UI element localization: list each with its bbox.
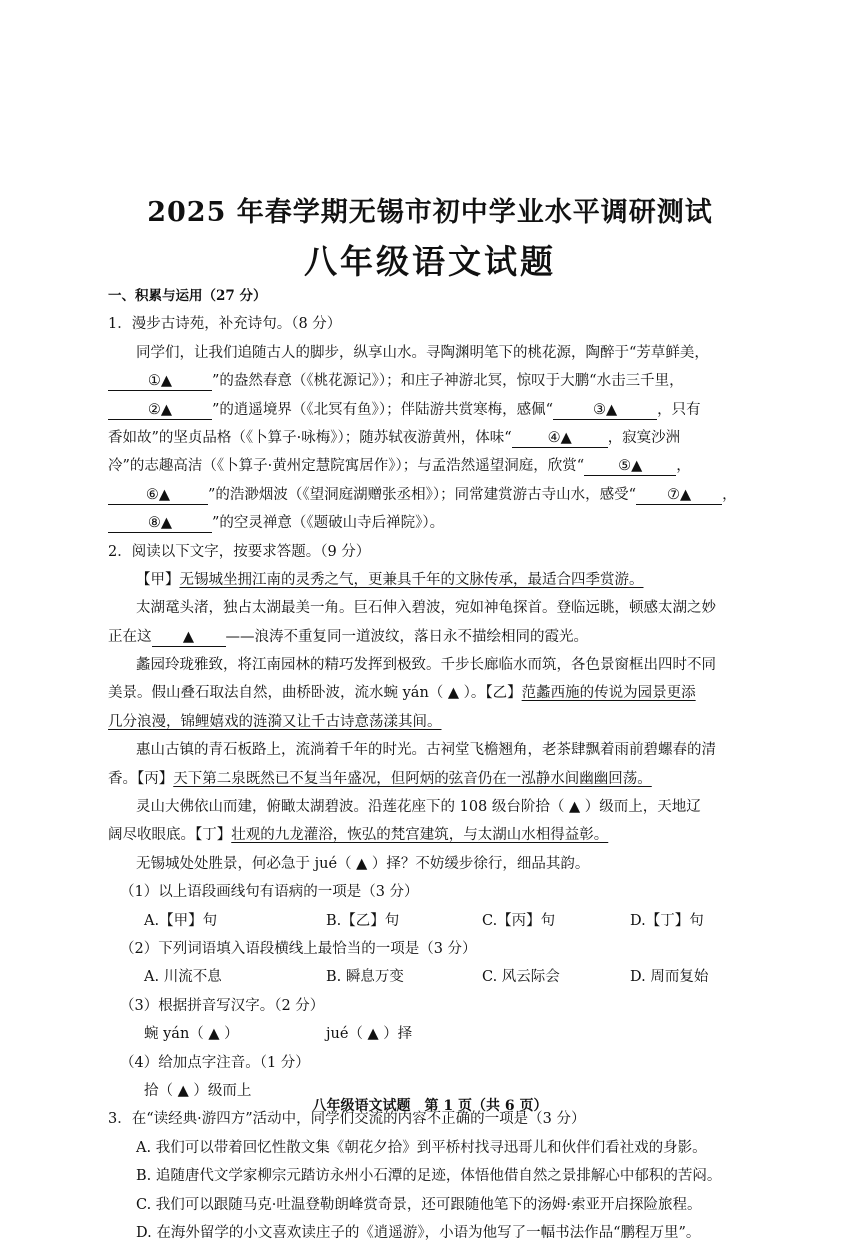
passage-para-6: 无锡城处处胜景，何必急于 jué（ ▲ ）择？不妨缓步徐行，细品其韵。 bbox=[136, 855, 590, 872]
option-d[interactable]: D. 周而复始 bbox=[630, 969, 709, 986]
sentence-tag-bing: 【丙】 bbox=[137, 770, 174, 787]
q1-line-3: ②▲ ”的逍遥境界（《北冥有鱼》）；伴陆游共赏寒梅，感佩“ ③▲ ，只有 bbox=[108, 396, 756, 424]
dotted-char: 拾 bbox=[535, 793, 550, 821]
passage-para-5: 灵山大佛依山而建，俯瞰太湖碧波。沿莲花座下的 108 级台阶拾（ ▲ ）级而上，天地辽 bbox=[108, 793, 756, 821]
q3-option-c[interactable]: C. 我们可以跟随马克·吐温登勒朗峰赏奇景，还可跟随他笔下的汤姆·索亚开启探险旅程。 bbox=[136, 1196, 702, 1213]
q1-line-2: ①▲ ”的盎然春意（《桃花源记》）；和庄子神游北冥，惊叹于大鹏“水击三千里， bbox=[108, 367, 756, 395]
option-d[interactable]: D.【丁】句 bbox=[630, 912, 704, 929]
q3-option-d[interactable]: D. 在海外留学的小文喜欢读庄子的《逍遥游》，小语为他写了一幅书法作品“鹏程万里”。 bbox=[136, 1224, 701, 1241]
q3-option-b[interactable]: B. 追随唐代文学家柳宗元踏访永州小石潭的足迹，体悟他借自然之景排解心中郁积的苦闷。 bbox=[136, 1168, 722, 1185]
pinyin-item-jue[interactable]: jué（ ▲ ）择 bbox=[326, 1026, 413, 1043]
dotted-char: 拾 bbox=[144, 1077, 159, 1105]
q1-line-7: ⑧▲ ”的空灵禅意（《题破山寺后禅院》）。 bbox=[108, 509, 756, 537]
answer-blank-4[interactable]: ④▲ bbox=[512, 429, 608, 448]
exam-subtitle: 八年级语文试题 bbox=[304, 242, 556, 281]
question-3-stem: 3．在“读经典·游四方”活动中，同学们交流的内容不正确的一项是（3 分） bbox=[108, 1111, 586, 1128]
underlined-sentence-yi: 范蠡西施的传说为园景更添 bbox=[521, 685, 696, 702]
subquestion-1-options bbox=[108, 907, 756, 935]
sentence-tag-yi: 【乙】 bbox=[485, 685, 522, 702]
q3-option-a[interactable]: A. 我们可以带着回忆性散文集《朝花夕拾》到平桥村找寻迅哥儿和伙伴们看社戏的身影。 bbox=[136, 1139, 707, 1156]
subquestion-3: （3）根据拼音写汉字。（2 分） bbox=[120, 997, 325, 1014]
question-1-stem: 1．漫步古诗苑，补充诗句。（8 分） bbox=[108, 316, 342, 333]
answer-blank-5[interactable]: ⑤▲ bbox=[584, 457, 676, 476]
passage-para-3: 蠡园玲珑雅致，将江南园林的精巧发挥到极致。千步长廊临水而筑，各色景窗框出四时不同 bbox=[136, 657, 716, 674]
section-heading: 一、积累与运用（27 分） bbox=[108, 288, 267, 304]
subquestion-2-options bbox=[108, 963, 756, 991]
answer-blank-2[interactable]: ②▲ bbox=[108, 401, 212, 420]
answer-blank-7[interactable]: ⑦▲ bbox=[636, 486, 722, 505]
subquestion-1: （1）以上语段画线句有语病的一项是（3 分） bbox=[120, 884, 419, 901]
underlined-sentence-bing: 天下第二泉既然已不复当年盛况，但阿炳的弦音仍在一泓静水间幽幽回荡。 bbox=[173, 770, 652, 787]
option-a[interactable]: A.【甲】句 bbox=[144, 912, 218, 929]
sentence-tag-jia: 【甲】 bbox=[136, 571, 180, 588]
q1-line-5: 冷”的志趣高洁（《卜算子·黄州定慧院寓居作》）；与孟浩然遥望洞庭，欣赏“ ⑤▲ ， bbox=[108, 458, 691, 475]
passage-para-1 bbox=[108, 566, 756, 594]
option-b[interactable]: B.【乙】句 bbox=[326, 912, 400, 929]
question-2-stem: 2．阅读以下文字，按要求答题。（9 分） bbox=[108, 543, 371, 560]
answer-blank-3[interactable]: ③▲ bbox=[553, 401, 657, 420]
passage-para-4: 惠山古镇的青石板路上，流淌着千年的时光。古祠堂飞檐翘角，老茶肆飘着雨前碧螺春的清 bbox=[136, 742, 716, 759]
answer-blank-8[interactable]: ⑧▲ bbox=[108, 514, 212, 533]
exam-title: 2025 年春学期无锡市初中学业水平调研测试 bbox=[147, 197, 713, 228]
q1-line-4: 香如故”的坚贞品格（《卜算子·咏梅》）；随苏轼夜游黄州，体味“ ④▲ ，寂寞沙洲 bbox=[108, 429, 681, 446]
subquestion-3-items bbox=[108, 1020, 756, 1048]
passage-para-2-cont: 正在这 ▲ ——浪涛不重复同一道波纹，落日永不描绘相同的霞光。 bbox=[108, 628, 588, 645]
pinyin-item-yan[interactable]: 蜿 yán（ ▲ ） bbox=[144, 1026, 239, 1043]
option-b[interactable]: B. 瞬息万变 bbox=[326, 969, 404, 986]
passage-para-3-cont: 美景。假山叠石取法自然，曲桥卧波，流水蜿 yán（ ▲ ）。【乙】范蠡西施的传说为园景更添 bbox=[108, 685, 696, 702]
q1-line-1: 同学们，让我们追随古人的脚步，纵享山水。寻陶渊明笔下的桃花源，陶醉于“芳草鲜美， bbox=[136, 344, 709, 361]
answer-blank-1[interactable]: ①▲ bbox=[108, 372, 212, 391]
page-footer: 八年级语文试题 第 1 页（共 6 页） bbox=[312, 1098, 548, 1114]
option-c[interactable]: C. 风云际会 bbox=[482, 969, 560, 986]
sentence-tag-ding: 【丁】 bbox=[195, 827, 232, 844]
subquestion-2: （2）下列词语填入语段横线上最恰当的一项是（3 分） bbox=[120, 940, 477, 957]
passage-para-4-cont: 香。【丙】天下第二泉既然已不复当年盛况，但阿炳的弦音仍在一泓静水间幽幽回荡。 bbox=[108, 770, 652, 787]
underlined-sentence-jia: 无锡城坐拥江南的灵秀之气，更兼具千年的文脉传承，最适合四季赏游。 bbox=[179, 571, 644, 588]
passage-para-5-cont: 阔尽收眼底。【丁】壮观的九龙灌浴，恢弘的梵宫建筑，与太湖山水相得益彰。 bbox=[108, 827, 609, 844]
answer-blank-6[interactable]: ⑥▲ bbox=[108, 486, 208, 505]
subquestion-4: （4）给加点字注音。（1 分） bbox=[120, 1054, 310, 1071]
option-c[interactable]: C.【丙】句 bbox=[482, 912, 556, 929]
passage-blank[interactable]: ▲ bbox=[152, 628, 226, 647]
pronunciation-item[interactable]: 拾（ ▲ ）级而上 bbox=[144, 1077, 251, 1105]
option-a[interactable]: A. 川流不息 bbox=[144, 969, 222, 986]
passage-para-2: 太湖鼋头渚，独占太湖最美一角。巨石伸入碧波，宛如神龟探首。登临远眺，顿感太湖之妙 bbox=[136, 600, 716, 617]
passage-para-3-end: 几分浪漫，锦鲤嬉戏的涟漪又让千古诗意荡漾其间。 bbox=[108, 713, 442, 730]
underlined-sentence-ding: 壮观的九龙灌浴，恢弘的梵宫建筑，与太湖山水相得益彰。 bbox=[231, 827, 609, 844]
q1-line-6: ⑥▲ ”的浩渺烟波（《望洞庭湖赠张丞相》）；同常建赏游古寺山水，感受“ ⑦▲ ， bbox=[108, 481, 756, 509]
